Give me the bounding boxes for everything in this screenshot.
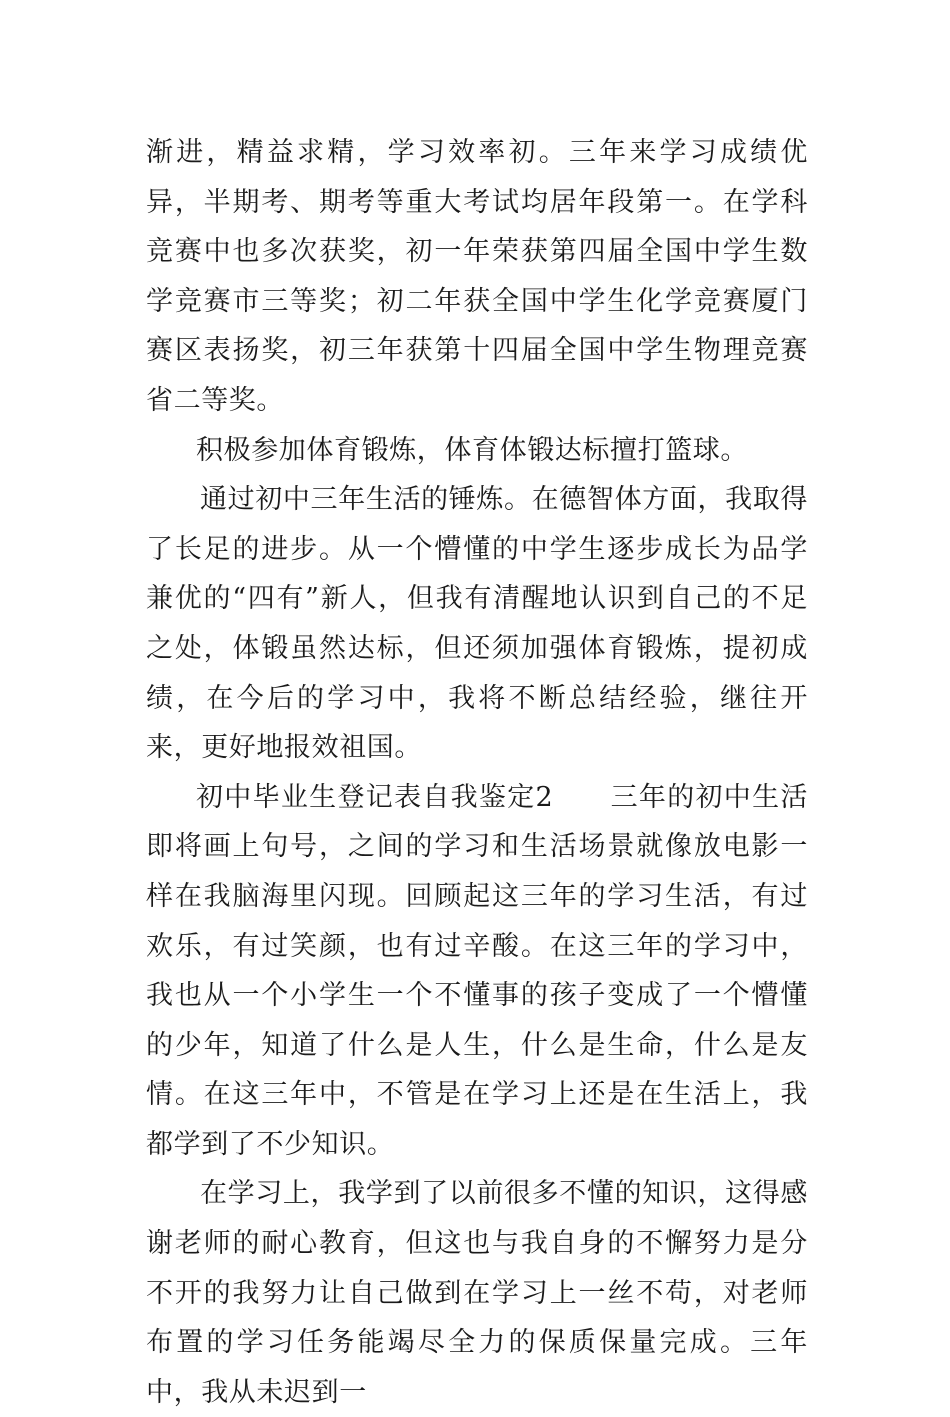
paragraph-self-evaluation-2: 初中毕业生登记表自我鉴定2 三年的初中生活即将画上句号，之间的学习和生活场景就像放电影一样在我脑海里闪现。回顾起这三年的学习生活，有过欢乐，有过笑颜，也有过辛酸。在这三年的学习中，我也从一个小学生一个不懂事的孩子变成了一个懵懂的少年，知道了什么是人生，什么是生命，什么是友情。在这三年中，不管是在学习上还是在生活上，我都学到了不少知识。 <box>146 781 808 1160</box>
paragraph-sports: 积极参加体育锻炼，体育体锻达标擅打篮球。 <box>196 434 748 466</box>
paragraph-study-attitude: 在学习上，我学到了以前很多不懂的知识，这得感谢老师的耐心教育，但这也与我自身的不懈努力是分不开的我努力让自己做到在学习上一丝不苟，对老师布置的学习任务能竭尽全力的保质保量完成。三年中，我从未迟到一 <box>146 1178 808 1408</box>
document-body <box>146 128 808 1417</box>
paragraph-academic-achievements: 渐进，精益求精，学习效率初。三年来学习成绩优异，半期考、期考等重大考试均居年段第一。在学科竞赛中也多次获奖，初一年荣获第四届全国中学生数学竞赛市三等奖；初二年获全国中学生化学竞赛厦门赛区表扬奖，初三年获第十四届全国中学生物理竞赛省二等奖。 <box>146 137 808 416</box>
paragraph-growth-summary: 通过初中三年生活的锤炼。在德智体方面，我取得了长足的进步。从一个懵懂的中学生逐步成长为品学兼优的“四有”新人，但我有清醒地认识到自己的不足之处，体锻虽然达标，但还须加强体育锻炼，提初成绩，在今后的学习中，我将不断总结经验，继往开来，更好地报效祖国。 <box>146 484 808 764</box>
